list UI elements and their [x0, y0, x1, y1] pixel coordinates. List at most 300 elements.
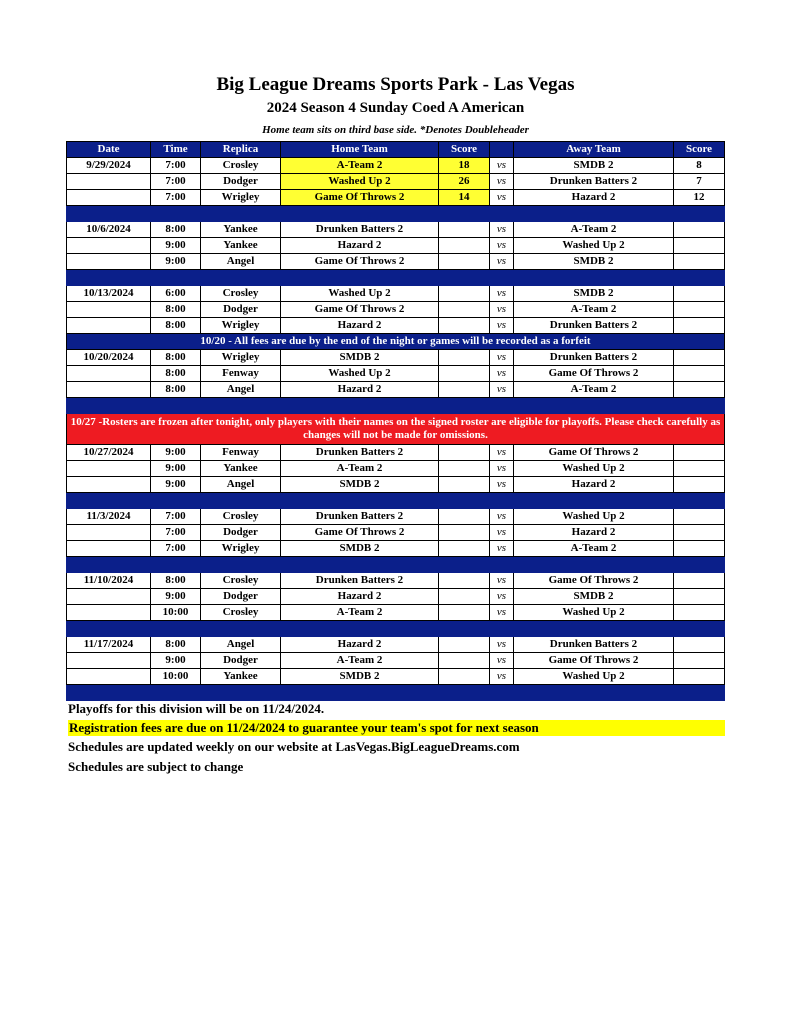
schedule-note: Home team sits on third base side. *Denotes Doubleheader — [262, 124, 529, 136]
separator-cell — [201, 685, 281, 701]
away-score — [674, 477, 725, 493]
game-field: Dodger — [201, 525, 281, 541]
home-team: Game Of Throws 2 — [281, 190, 439, 206]
separator-cell — [674, 270, 725, 286]
vs-label: vs — [490, 477, 514, 493]
game-row — [67, 158, 725, 174]
away-score — [674, 461, 725, 477]
col-header-away-score: Score — [674, 142, 725, 158]
game-date — [67, 653, 151, 669]
home-score: 14 — [439, 190, 490, 206]
separator-cell — [439, 206, 490, 222]
alert-text: 10/27 -Rosters are frozen after tonight, only players with their names on the signed roster are eligible for playoffs. Please check carefully as changes will not be made for omissions. — [67, 414, 725, 445]
separator-row — [67, 398, 725, 414]
game-date — [67, 382, 151, 398]
separator-cell — [67, 398, 151, 414]
separator-cell — [514, 685, 674, 701]
game-time: 8:00 — [151, 302, 201, 318]
game-date — [67, 669, 151, 685]
separator-row — [67, 621, 725, 637]
home-team: Hazard 2 — [281, 637, 439, 653]
away-score — [674, 302, 725, 318]
registration-note: Registration fees are due on 11/24/2024 to guarantee your team's spot for next season — [68, 720, 725, 736]
game-field: Wrigley — [201, 541, 281, 557]
game-field: Yankee — [201, 238, 281, 254]
home-score: 26 — [439, 174, 490, 190]
home-score — [439, 669, 490, 685]
vs-label: vs — [490, 541, 514, 557]
game-row — [67, 445, 725, 461]
game-time: 9:00 — [151, 477, 201, 493]
vs-label: vs — [490, 669, 514, 685]
game-date: 10/20/2024 — [67, 350, 151, 366]
home-team: Hazard 2 — [281, 238, 439, 254]
separator-cell — [151, 621, 201, 637]
separator-cell — [514, 206, 674, 222]
separator-row — [67, 270, 725, 286]
away-score — [674, 222, 725, 238]
game-field: Crosley — [201, 605, 281, 621]
vs-label: vs — [490, 238, 514, 254]
separator-cell — [514, 398, 674, 414]
game-row — [67, 637, 725, 653]
game-date — [67, 366, 151, 382]
home-score — [439, 238, 490, 254]
home-score — [439, 477, 490, 493]
vs-label: vs — [490, 174, 514, 190]
separator-row — [67, 685, 725, 701]
home-team: Game Of Throws 2 — [281, 525, 439, 541]
away-team: Game Of Throws 2 — [514, 573, 674, 589]
away-score — [674, 382, 725, 398]
home-team: SMDB 2 — [281, 477, 439, 493]
separator-cell — [67, 270, 151, 286]
disclaimer-note: Schedules are subject to change — [68, 759, 244, 774]
home-team: Hazard 2 — [281, 589, 439, 605]
game-field: Crosley — [201, 286, 281, 302]
separator-cell — [151, 398, 201, 414]
vs-label: vs — [490, 445, 514, 461]
home-score — [439, 605, 490, 621]
game-date — [67, 541, 151, 557]
game-row — [67, 174, 725, 190]
vs-label: vs — [490, 302, 514, 318]
game-time: 9:00 — [151, 254, 201, 270]
away-team: Drunken Batters 2 — [514, 318, 674, 334]
game-time: 8:00 — [151, 222, 201, 238]
away-team: Washed Up 2 — [514, 461, 674, 477]
game-field: Dodger — [201, 653, 281, 669]
game-row — [67, 541, 725, 557]
home-team: Washed Up 2 — [281, 286, 439, 302]
separator-cell — [151, 493, 201, 509]
separator-cell — [674, 685, 725, 701]
home-team: Drunken Batters 2 — [281, 573, 439, 589]
vs-label: vs — [490, 573, 514, 589]
game-field: Crosley — [201, 509, 281, 525]
game-time: 9:00 — [151, 589, 201, 605]
separator-cell — [67, 621, 151, 637]
page-title: Big League Dreams Sports Park - Las Vegas — [216, 74, 575, 95]
col-header-date: Date — [67, 142, 151, 158]
separator-cell — [490, 493, 514, 509]
col-header-home-team: Home Team — [281, 142, 439, 158]
game-time: 7:00 — [151, 541, 201, 557]
away-score — [674, 509, 725, 525]
away-score: 12 — [674, 190, 725, 206]
game-date — [67, 589, 151, 605]
game-row — [67, 573, 725, 589]
game-row — [67, 589, 725, 605]
home-score — [439, 541, 490, 557]
game-field: Angel — [201, 382, 281, 398]
separator-cell — [490, 206, 514, 222]
game-time: 9:00 — [151, 653, 201, 669]
notice-text: 10/20 - All fees are due by the end of the night or games will be recorded as a forfeit — [67, 334, 725, 350]
col-header-away-team: Away Team — [514, 142, 674, 158]
home-score — [439, 366, 490, 382]
away-team: A-Team 2 — [514, 382, 674, 398]
away-score — [674, 445, 725, 461]
game-date: 10/27/2024 — [67, 445, 151, 461]
separator-cell — [514, 270, 674, 286]
away-team: A-Team 2 — [514, 541, 674, 557]
away-score — [674, 318, 725, 334]
game-row — [67, 286, 725, 302]
home-score — [439, 254, 490, 270]
game-time: 8:00 — [151, 350, 201, 366]
home-team: SMDB 2 — [281, 669, 439, 685]
home-score — [439, 318, 490, 334]
game-row — [67, 509, 725, 525]
game-time: 9:00 — [151, 445, 201, 461]
game-field: Dodger — [201, 302, 281, 318]
away-score: 7 — [674, 174, 725, 190]
separator-cell — [281, 206, 439, 222]
separator-cell — [281, 493, 439, 509]
away-score: 8 — [674, 158, 725, 174]
home-team: Drunken Batters 2 — [281, 509, 439, 525]
separator-cell — [281, 621, 439, 637]
home-team: Game Of Throws 2 — [281, 254, 439, 270]
game-date: 11/17/2024 — [67, 637, 151, 653]
separator-cell — [201, 493, 281, 509]
away-team: Washed Up 2 — [514, 509, 674, 525]
separator-cell — [67, 206, 151, 222]
game-time: 7:00 — [151, 525, 201, 541]
away-score — [674, 589, 725, 605]
home-team: A-Team 2 — [281, 605, 439, 621]
home-score — [439, 445, 490, 461]
separator-cell — [439, 557, 490, 573]
game-time: 8:00 — [151, 637, 201, 653]
separator-cell — [201, 206, 281, 222]
separator-cell — [439, 493, 490, 509]
home-team: SMDB 2 — [281, 350, 439, 366]
separator-cell — [151, 270, 201, 286]
game-time: 6:00 — [151, 286, 201, 302]
game-row — [67, 461, 725, 477]
separator-row — [67, 493, 725, 509]
game-field: Wrigley — [201, 318, 281, 334]
notice-row — [67, 334, 725, 350]
game-date — [67, 605, 151, 621]
game-time: 8:00 — [151, 366, 201, 382]
game-time: 8:00 — [151, 573, 201, 589]
separator-cell — [151, 685, 201, 701]
separator-row — [67, 206, 725, 222]
away-score — [674, 525, 725, 541]
game-time: 7:00 — [151, 509, 201, 525]
separator-cell — [674, 621, 725, 637]
vs-label: vs — [490, 382, 514, 398]
game-field: Crosley — [201, 573, 281, 589]
game-date: 10/6/2024 — [67, 222, 151, 238]
col-header-home-score: Score — [439, 142, 490, 158]
game-time: 7:00 — [151, 158, 201, 174]
vs-label: vs — [490, 525, 514, 541]
home-team: Washed Up 2 — [281, 366, 439, 382]
home-team: Drunken Batters 2 — [281, 445, 439, 461]
vs-label: vs — [490, 350, 514, 366]
separator-cell — [201, 270, 281, 286]
game-field: Yankee — [201, 669, 281, 685]
game-row — [67, 318, 725, 334]
game-time: 7:00 — [151, 190, 201, 206]
home-score — [439, 509, 490, 525]
home-score — [439, 637, 490, 653]
home-team: A-Team 2 — [281, 158, 439, 174]
game-date: 9/29/2024 — [67, 158, 151, 174]
separator-cell — [281, 270, 439, 286]
vs-label: vs — [490, 222, 514, 238]
game-date: 11/10/2024 — [67, 573, 151, 589]
away-score — [674, 541, 725, 557]
home-team: Hazard 2 — [281, 382, 439, 398]
away-team: Hazard 2 — [514, 190, 674, 206]
away-team: Washed Up 2 — [514, 605, 674, 621]
away-team: Drunken Batters 2 — [514, 637, 674, 653]
game-field: Wrigley — [201, 190, 281, 206]
separator-cell — [281, 398, 439, 414]
game-date — [67, 302, 151, 318]
separator-cell — [281, 557, 439, 573]
home-score — [439, 382, 490, 398]
home-team: SMDB 2 — [281, 541, 439, 557]
col-header-replica: Replica — [201, 142, 281, 158]
game-time: 9:00 — [151, 238, 201, 254]
separator-cell — [67, 685, 151, 701]
table-header-row — [67, 142, 725, 158]
home-score — [439, 653, 490, 669]
separator-cell — [490, 557, 514, 573]
website-note: Schedules are updated weekly on our website at LasVegas.BigLeagueDreams.com — [68, 739, 520, 754]
separator-cell — [439, 685, 490, 701]
game-date — [67, 461, 151, 477]
game-field: Dodger — [201, 174, 281, 190]
separator-cell — [67, 493, 151, 509]
separator-cell — [201, 557, 281, 573]
home-score — [439, 461, 490, 477]
game-date — [67, 477, 151, 493]
game-time: 10:00 — [151, 605, 201, 621]
game-field: Dodger — [201, 589, 281, 605]
vs-label: vs — [490, 286, 514, 302]
separator-cell — [674, 206, 725, 222]
vs-label: vs — [490, 605, 514, 621]
away-score — [674, 669, 725, 685]
away-team: A-Team 2 — [514, 222, 674, 238]
separator-cell — [490, 270, 514, 286]
separator-cell — [490, 621, 514, 637]
home-score — [439, 350, 490, 366]
game-date: 11/3/2024 — [67, 509, 151, 525]
playoffs-note: Playoffs for this division will be on 11/24/2024. — [68, 701, 325, 716]
vs-label: vs — [490, 589, 514, 605]
game-date — [67, 174, 151, 190]
game-row — [67, 238, 725, 254]
home-score — [439, 573, 490, 589]
separator-cell — [151, 206, 201, 222]
separator-cell — [514, 493, 674, 509]
separator-cell — [201, 621, 281, 637]
away-score — [674, 637, 725, 653]
col-header-vs — [490, 142, 514, 158]
game-time: 9:00 — [151, 461, 201, 477]
game-row — [67, 605, 725, 621]
separator-cell — [151, 557, 201, 573]
away-score — [674, 573, 725, 589]
separator-cell — [67, 557, 151, 573]
home-team: Drunken Batters 2 — [281, 222, 439, 238]
game-date — [67, 238, 151, 254]
separator-cell — [674, 493, 725, 509]
away-score — [674, 286, 725, 302]
away-score — [674, 238, 725, 254]
game-field: Fenway — [201, 445, 281, 461]
home-team: Game Of Throws 2 — [281, 302, 439, 318]
away-team: Washed Up 2 — [514, 669, 674, 685]
away-score — [674, 605, 725, 621]
vs-label: vs — [490, 461, 514, 477]
separator-cell — [674, 557, 725, 573]
col-header-time: Time — [151, 142, 201, 158]
vs-label: vs — [490, 509, 514, 525]
game-date — [67, 254, 151, 270]
away-team: Washed Up 2 — [514, 238, 674, 254]
schedule-body — [67, 158, 725, 701]
home-score — [439, 286, 490, 302]
separator-cell — [514, 621, 674, 637]
home-team: A-Team 2 — [281, 653, 439, 669]
away-team: Hazard 2 — [514, 525, 674, 541]
game-field: Yankee — [201, 222, 281, 238]
game-row — [67, 525, 725, 541]
game-row — [67, 669, 725, 685]
game-field: Wrigley — [201, 350, 281, 366]
separator-cell — [281, 685, 439, 701]
home-team: Hazard 2 — [281, 318, 439, 334]
separator-cell — [439, 621, 490, 637]
away-score — [674, 366, 725, 382]
away-team: Game Of Throws 2 — [514, 653, 674, 669]
away-team: Drunken Batters 2 — [514, 174, 674, 190]
away-team: Drunken Batters 2 — [514, 350, 674, 366]
home-score — [439, 589, 490, 605]
separator-cell — [439, 270, 490, 286]
away-team: SMDB 2 — [514, 286, 674, 302]
game-field: Yankee — [201, 461, 281, 477]
away-team: SMDB 2 — [514, 254, 674, 270]
away-team: SMDB 2 — [514, 589, 674, 605]
separator-cell — [674, 398, 725, 414]
vs-label: vs — [490, 190, 514, 206]
home-team: Washed Up 2 — [281, 174, 439, 190]
game-row — [67, 190, 725, 206]
vs-label: vs — [490, 653, 514, 669]
vs-label: vs — [490, 158, 514, 174]
away-team: Game Of Throws 2 — [514, 445, 674, 461]
game-field: Crosley — [201, 158, 281, 174]
home-score — [439, 302, 490, 318]
game-date — [67, 190, 151, 206]
game-row — [67, 302, 725, 318]
game-field: Angel — [201, 254, 281, 270]
away-team: Hazard 2 — [514, 477, 674, 493]
vs-label: vs — [490, 254, 514, 270]
game-row — [67, 653, 725, 669]
schedule-table — [66, 141, 725, 701]
separator-cell — [514, 557, 674, 573]
game-row — [67, 254, 725, 270]
game-time: 8:00 — [151, 382, 201, 398]
game-field: Angel — [201, 477, 281, 493]
alert-row — [67, 414, 725, 445]
game-row — [67, 366, 725, 382]
game-time: 7:00 — [151, 174, 201, 190]
home-team: A-Team 2 — [281, 461, 439, 477]
game-date — [67, 318, 151, 334]
game-field: Fenway — [201, 366, 281, 382]
separator-cell — [490, 398, 514, 414]
away-score — [674, 350, 725, 366]
away-team: SMDB 2 — [514, 158, 674, 174]
vs-label: vs — [490, 318, 514, 334]
away-team: Game Of Throws 2 — [514, 366, 674, 382]
home-score: 18 — [439, 158, 490, 174]
away-team: A-Team 2 — [514, 302, 674, 318]
separator-row — [67, 557, 725, 573]
vs-label: vs — [490, 366, 514, 382]
separator-cell — [201, 398, 281, 414]
game-date — [67, 525, 151, 541]
game-row — [67, 382, 725, 398]
game-time: 8:00 — [151, 318, 201, 334]
away-score — [674, 254, 725, 270]
vs-label: vs — [490, 637, 514, 653]
home-score — [439, 525, 490, 541]
game-row — [67, 350, 725, 366]
game-row — [67, 222, 725, 238]
game-date: 10/13/2024 — [67, 286, 151, 302]
page-subtitle: 2024 Season 4 Sunday Coed A American — [266, 100, 525, 116]
away-score — [674, 653, 725, 669]
separator-cell — [439, 398, 490, 414]
game-field: Angel — [201, 637, 281, 653]
game-row — [67, 477, 725, 493]
separator-cell — [490, 685, 514, 701]
home-score — [439, 222, 490, 238]
